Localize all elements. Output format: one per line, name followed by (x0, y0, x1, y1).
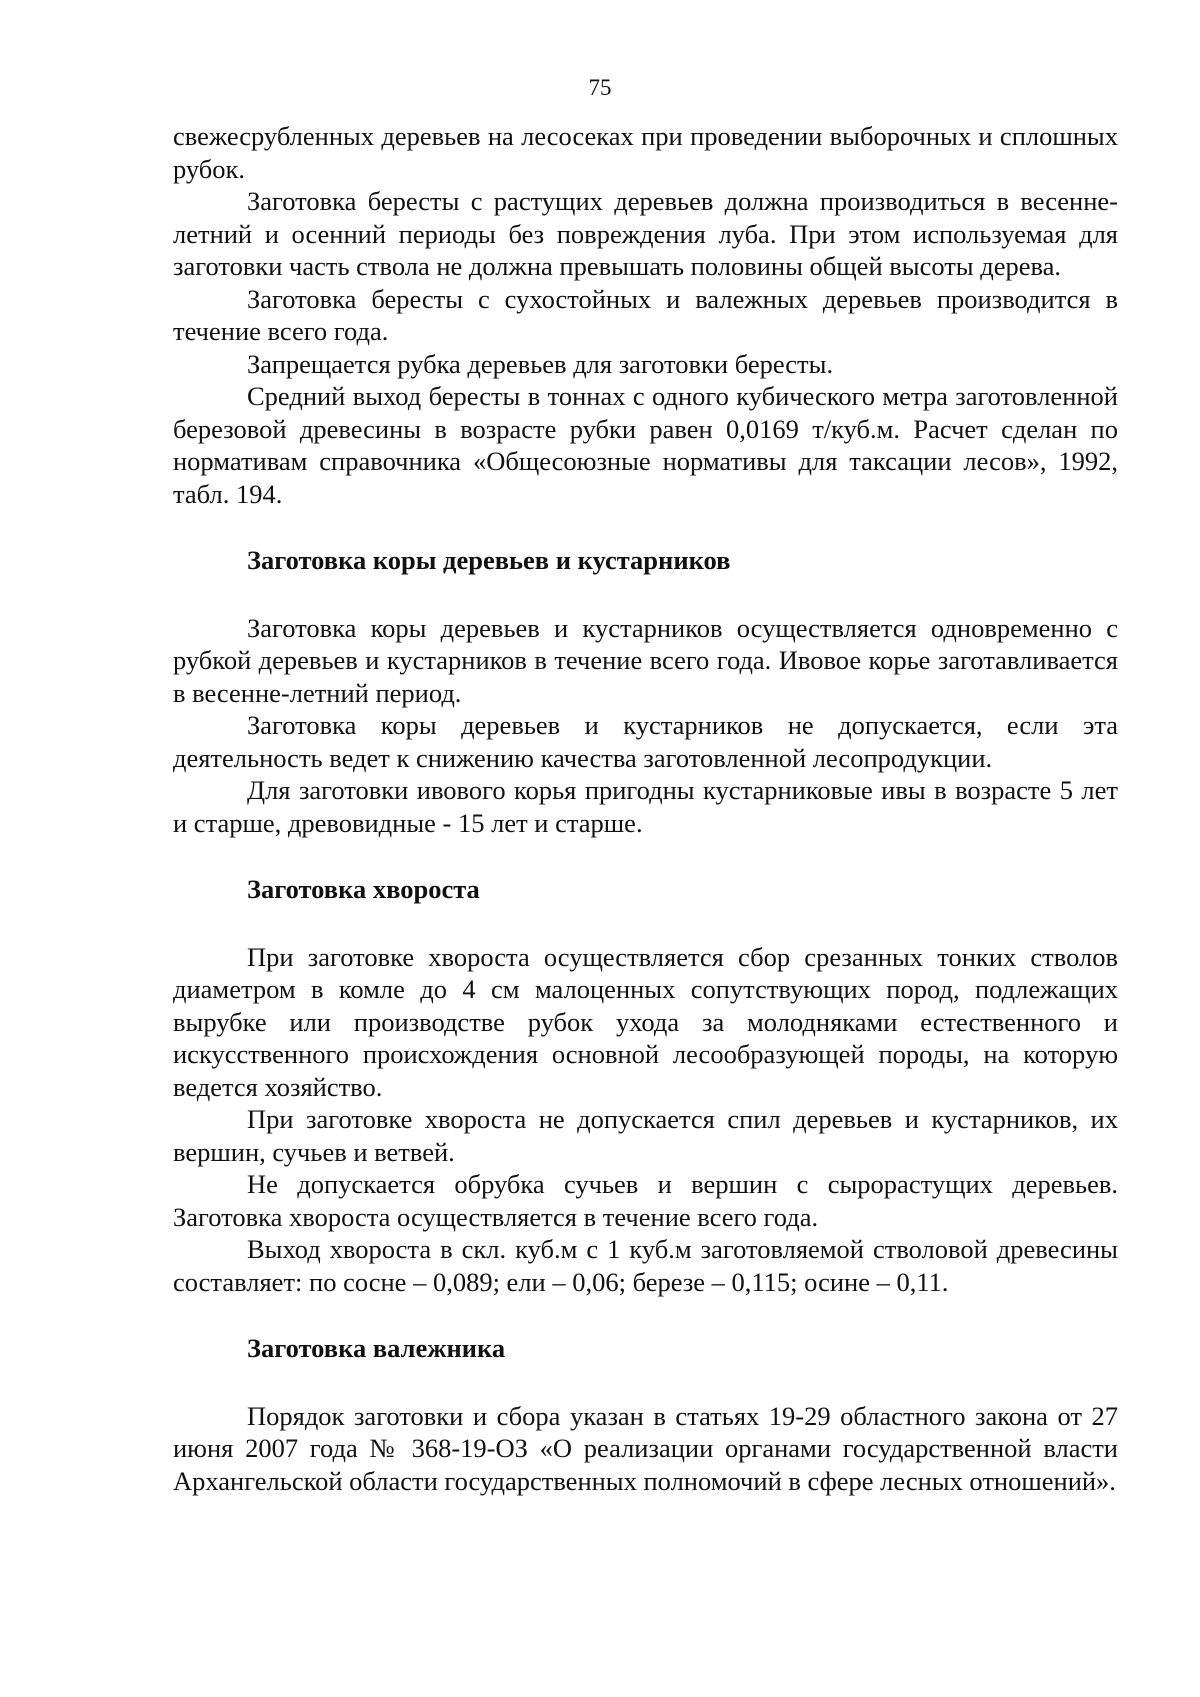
document-body (173, 120, 1118, 1497)
paragraph: Запрещается рубка деревьев для заготовки бересты. (247, 348, 834, 379)
section-deadwood (173, 1332, 1118, 1497)
paragraph: Средний выход бересты в тоннах с одного кубического метра заготовленной березовой древесины в возрасте рубки равен 0,0169 т/куб.м. Расчет сделан по нормативам справочника «Общесоюзные нормативы для таксации лесов», 1992, табл. 194. (173, 381, 1118, 509)
paragraph: Заготовка бересты с растущих деревьев должна производиться в весенне-летний и осенний периоды без повреждения луба. При этом используемая для заготовки часть ствола не должна превышать половины общей высоты дерева. (173, 186, 1118, 281)
section-heading: Заготовка валежника (247, 1333, 506, 1363)
paragraph: Для заготовки ивового корья пригодны кустарниковые ивы в возрасте 5 лет и старше, древовидные - 15 лет и старше. (173, 775, 1118, 838)
section-heading: Заготовка коры деревьев и кустарников (247, 545, 731, 575)
paragraph: Выход хвороста в скл. куб.м с 1 куб.м заготовляемой стволовой древесины составляет: по сосне – 0,089; ели – 0,06; березе – 0,115; осине – 0,11. (173, 1234, 1118, 1297)
paragraph: При заготовке хвороста осуществляется сбор срезанных тонких стволов диаметром в комле до 4 см малоценных сопутствующих пород, подлежащих вырубке или производстве рубок ухода за молодняками естественного и искусственного происхождения основной лесообразующей породы, на которую ведется хозяйство. (173, 941, 1118, 1102)
paragraph: Порядок заготовки и сбора указан в статьях 19-29 областного закона от 27 июня 2007 года № 368-19-ОЗ «О реализации органами государственной власти Архангельской области государственных полномочий в сфере лесных отношений». (173, 1400, 1118, 1496)
page-number: 75 (588, 75, 612, 100)
section-brushwood (173, 873, 1118, 1298)
section-bark (173, 544, 1118, 839)
section-heading: Заготовка хвороста (247, 874, 480, 904)
paragraph: При заготовке хвороста не допускается спил деревьев и кустарников, их вершин, сучьев и ветвей. (173, 1104, 1118, 1167)
paragraph: Заготовка коры деревьев и кустарников осуществляется одновременно с рубкой деревьев и кустарников в течение всего года. Ивовое корье заготавливается в весенне-летний период. (173, 612, 1118, 708)
paragraph: Не допускается обрубка сучьев и вершин с сырорастущих деревьев. Заготовка хвороста осуществляется в течение всего года. (173, 1169, 1118, 1232)
paragraph: Заготовка коры деревьев и кустарников не допускается, если эта деятельность ведет к снижению качества заготовленной лесопродукции. (173, 710, 1118, 773)
paragraph: свежесрубленных деревьев на лесосеках при проведении выборочных и сплошных рубок. (173, 121, 1118, 184)
paragraph: Заготовка бересты с сухостойных и валежных деревьев производится в течение всего года. (173, 283, 1118, 346)
section-birch-bark (173, 120, 1118, 510)
